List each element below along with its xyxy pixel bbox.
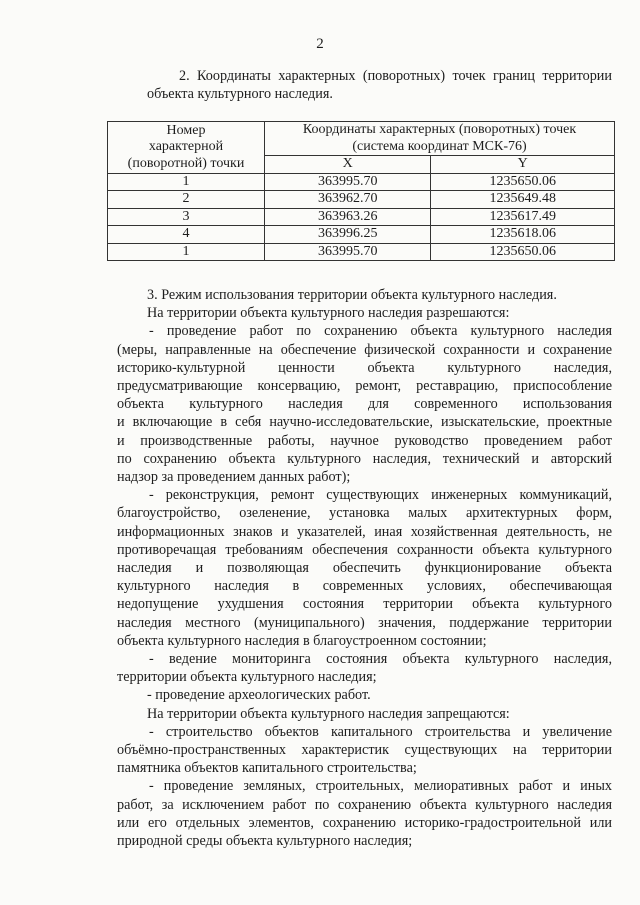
header-coord-line: Координаты характерных (поворотных) точек <box>302 122 577 137</box>
section3-line: работ, за исключением работ по сохранению объекта культурного наследия <box>117 796 612 813</box>
coord-y-cell: 1235618.06 <box>431 226 615 244</box>
section3-line: информационных знаков и указателей, иная хозяйственная деятельность, не <box>117 523 612 540</box>
section3-line: благоустройство, озеленение, установка малых архитектурных форм, <box>117 505 612 522</box>
coord-x-cell: 363963.26 <box>265 208 431 226</box>
section3-line: наследия местного (муниципального) значения, поддержание территории <box>117 614 612 631</box>
coord-y-cell: 1235650.06 <box>431 243 615 261</box>
section3-line: На территории объекта культурного наследия запрещаются: <box>147 705 510 722</box>
point-number-cell: 3 <box>108 208 265 226</box>
section3-line: природной среды объекта культурного наследия; <box>117 833 413 850</box>
header-x: X <box>265 156 431 174</box>
section3-line: объёмно-пространственных характеристик существующих на территории <box>117 742 612 759</box>
header-coordinates <box>265 122 615 156</box>
section2-line: объекта культурного наследия. <box>147 86 333 103</box>
section3-line: недопущение ухудшения состояния территории объекта культурного <box>117 596 612 613</box>
section3-line: историко-культурной ценности объекта культурного наследия, <box>117 359 612 376</box>
page-number: 2 <box>316 36 324 52</box>
section3-line: по сохранению объекта культурного наследия, технический и авторский <box>117 450 612 467</box>
point-number-cell: 1 <box>108 173 265 191</box>
coord-x-cell: 363995.70 <box>265 243 431 261</box>
header-point-number <box>108 122 265 174</box>
section3-line: противоречащая требованиям обеспечения сохранности объекта культурного <box>117 541 612 558</box>
header-point-line: характерной <box>148 139 224 154</box>
section3-line: - проведение земляных, строительных, мелиоративных работ и иных <box>149 778 612 795</box>
coord-x-cell: 363996.25 <box>265 226 431 244</box>
section3-line: объекта культурного наследия для современного использования <box>117 396 612 413</box>
section3-line: наследия и позволяющая обеспечить функционирование объекта <box>117 560 612 577</box>
coordinates-table <box>107 121 615 261</box>
header-y: Y <box>431 156 615 174</box>
header-coord-line: (система координат МСК-76) <box>352 138 527 154</box>
table-row <box>108 226 615 244</box>
section3-line: - реконструкция, ремонт существующих инженерных коммуникаций, <box>149 487 612 504</box>
table-row <box>108 243 615 261</box>
table-body <box>108 173 615 261</box>
section3-line: и производственные работы, научное руководство проведением работ <box>117 432 612 449</box>
section3-line: культурного наследия в современных условиях, обеспечивающая <box>117 578 612 595</box>
table-header-row <box>108 122 615 156</box>
header-point-line: Номер <box>166 122 206 138</box>
coord-y-cell: 1235650.06 <box>431 173 615 191</box>
section3-line: - строительство объектов капитального строительства и увеличение <box>149 723 612 740</box>
section3-line: надзор за проведением данных работ); <box>117 469 351 486</box>
section3-line: 3. Режим использования территории объекта культурного наследия. <box>147 287 557 303</box>
coord-y-cell: 1235617.49 <box>431 208 615 226</box>
section3-line: объекта культурного наследия в благоустроенном состоянии; <box>117 632 487 649</box>
section3-line: предусматривающие консервацию, ремонт, реставрацию, приспособление <box>117 378 612 395</box>
section2-heading <box>117 67 612 103</box>
point-number-cell: 2 <box>108 191 265 209</box>
section3-line: - проведение работ по сохранению объекта культурного наследия <box>149 323 612 340</box>
coord-x-cell: 363962.70 <box>265 191 431 209</box>
section2-line: 2. Координаты характерных (поворотных) точек границ территории <box>179 68 612 84</box>
header-point-line: (поворотной) точки <box>127 155 245 171</box>
section3-line: - проведение археологических работ. <box>147 687 371 704</box>
point-number-cell: 1 <box>108 243 265 261</box>
section3-line: памятника объектов капитального строительства; <box>117 760 417 777</box>
point-number-cell: 4 <box>108 226 265 244</box>
coord-y-cell: 1235649.48 <box>431 191 615 209</box>
section3-line: На территории объекта культурного наследия разрешаются: <box>147 305 510 322</box>
section3-line: (меры, направленные на обеспечение физической сохранности и сохранение <box>117 341 612 358</box>
table-row <box>108 191 615 209</box>
section3-text <box>117 286 612 850</box>
table-row <box>108 173 615 191</box>
section3-line: или его отдельных элементов, сохранению историко-градостроительной или <box>117 814 612 831</box>
section3-line: и включающие в себя научно-исследовательские, изыскательские, проектные <box>117 414 612 431</box>
section3-line: территории объекта культурного наследия; <box>117 669 377 686</box>
coord-x-cell: 363995.70 <box>265 173 431 191</box>
table-row <box>108 208 615 226</box>
section3-line: - ведение мониторинга состояния объекта культурного наследия, <box>149 651 612 668</box>
